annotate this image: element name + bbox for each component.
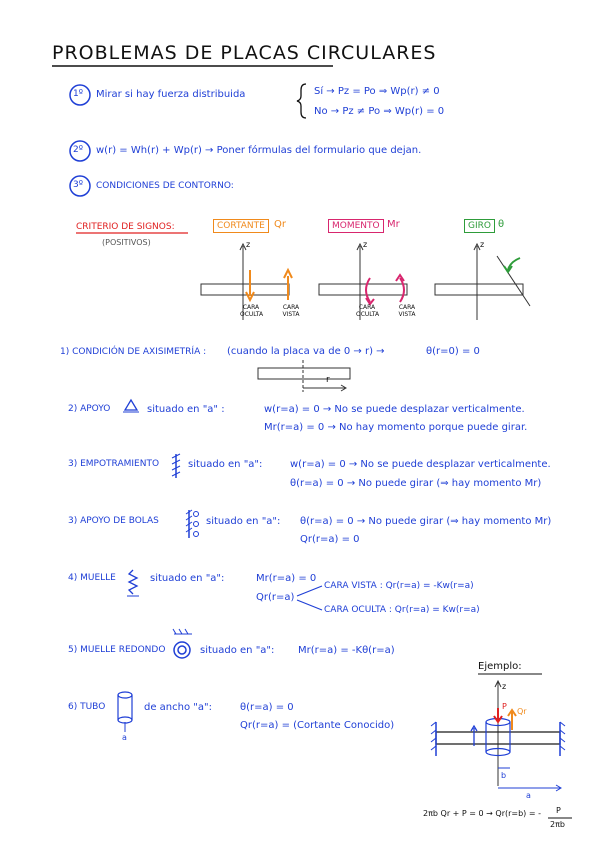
cara-oculta-1: CARA OCULTA [240,304,264,318]
giro-symbol: θ [498,219,505,230]
roller-label: 3) APOYO DE BOLAS [68,516,159,526]
example-Qr: Qr [517,707,527,716]
cara-vista-1: CARA VISTA [282,304,300,318]
signs-sub: (POSITIVOS) [102,238,151,247]
spring-label: 4) MUELLE [68,573,116,583]
cara-vista-2: CARA VISTA [398,304,416,318]
giro-box: GIRO [464,219,495,233]
step1-text: Mirar si hay fuerza distribuida [96,89,246,100]
example-formula: 2πb Qr + P = 0 → Qr(r=b) = - [423,809,541,818]
tube-line2: Qr(r=a) = (Cortante Conocido) [240,720,395,731]
cara-oculta-2: CARA OCULTA [356,304,380,318]
tube-label: 6) TUBO [68,702,106,712]
spiral-spring-symbol [173,629,192,658]
axisymmetry-label: 1) CONDICIÓN DE AXISIMETRÍA : [60,347,207,357]
spring-oculta: CARA OCULTA : Qr(r=a) = Kw(r=a) [324,605,480,615]
spiral-spring-situado: situado en "a": [200,645,275,656]
step2-text: w(r) = Wh(r) + Wp(r) → Poner fórmulas del formulario que dejan. [96,145,422,156]
giro-diagram [435,244,530,320]
clamp-situado: situado en "a": [188,459,263,470]
step1-yes: Sí → Pz = Po ⇒ Wp(r) ≠ 0 [314,86,440,97]
step3-label: 3º [73,180,83,190]
example-a: a [526,791,531,800]
step3-text: CONDICIONES DE CONTORNO: [96,181,234,191]
example-formula-num: P [556,806,561,815]
branch-down [297,600,322,610]
step2-label: 2º [73,145,83,155]
branch-up [297,586,322,596]
roller-support-symbol [186,510,199,538]
spring-situado: situado en "a": [150,573,225,584]
r-label: r [326,375,330,385]
axisymmetry-text: (cuando la placa va de 0 → r) → [227,346,385,357]
brace [297,84,306,118]
roller-line2: Qr(r=a) = 0 [300,534,360,545]
tube-a-label: a [122,733,127,742]
cortante-symbol: Qr [274,219,286,230]
spring-vista: CARA VISTA : Qr(r=a) = -Kw(r=a) [324,581,474,591]
example-P: P [502,702,507,711]
spiral-spring-label: 5) MUELLE REDONDO [68,645,166,655]
tube-symbol [118,692,132,732]
step1-no: No → Pz ≠ Po ⇒ Wp(r) = 0 [314,106,445,117]
momento-box: MOMENTO [328,219,384,233]
example-z: z [502,682,507,691]
z-label-2: z [363,240,368,249]
roller-line1: θ(r=a) = 0 → No puede girar (⇒ hay momento Mr) [300,516,552,527]
spiral-spring-line1: Mr(r=a) = -Kθ(r=a) [298,645,395,656]
page-title: PROBLEMAS DE PLACAS CIRCULARES [52,42,437,64]
support-label: 2) APOYO [68,404,111,414]
example-b: b [501,771,507,780]
clamp-line1: w(r=a) = 0 → No se puede desplazar verticalmente. [290,459,551,470]
support-situado: situado en "a" : [147,404,225,415]
support-line2: Mr(r=a) = 0 → No hay momento porque puede girar. [264,422,528,433]
tube-line1: θ(r=a) = 0 [240,702,294,713]
roller-situado: situado en "a": [206,516,281,527]
support-line1: w(r=a) = 0 → No se puede desplazar verticalmente. [264,404,525,415]
spring-line2: Qr(r=a) [256,592,295,603]
tube-situado: de ancho "a": [144,702,212,713]
clamp-line2: θ(r=a) = 0 → No puede girar (⇒ hay momento Mr) [290,478,542,489]
spring-symbol [127,570,139,596]
z-label-3: z [480,240,485,249]
cortante-box: CORTANTE [213,219,269,233]
z-label-1: z [246,240,251,249]
example-formula-den: 2πb [550,820,565,829]
example-heading: Ejemplo: [478,661,522,672]
support-triangle-symbol [123,400,139,412]
clamp-label: 3) EMPOTRAMIENTO [68,459,160,469]
step1-label: 1º [73,89,83,99]
clamp-symbol [172,454,180,478]
signs-heading: CRITERIO DE SIGNOS: [76,222,175,232]
example-diagram [431,674,572,818]
spring-line1: Mr(r=a) = 0 [256,573,317,584]
momento-symbol: Mr [387,219,400,230]
axisymmetry-result: θ(r=0) = 0 [426,346,480,357]
axisymmetry-plate [258,360,350,392]
